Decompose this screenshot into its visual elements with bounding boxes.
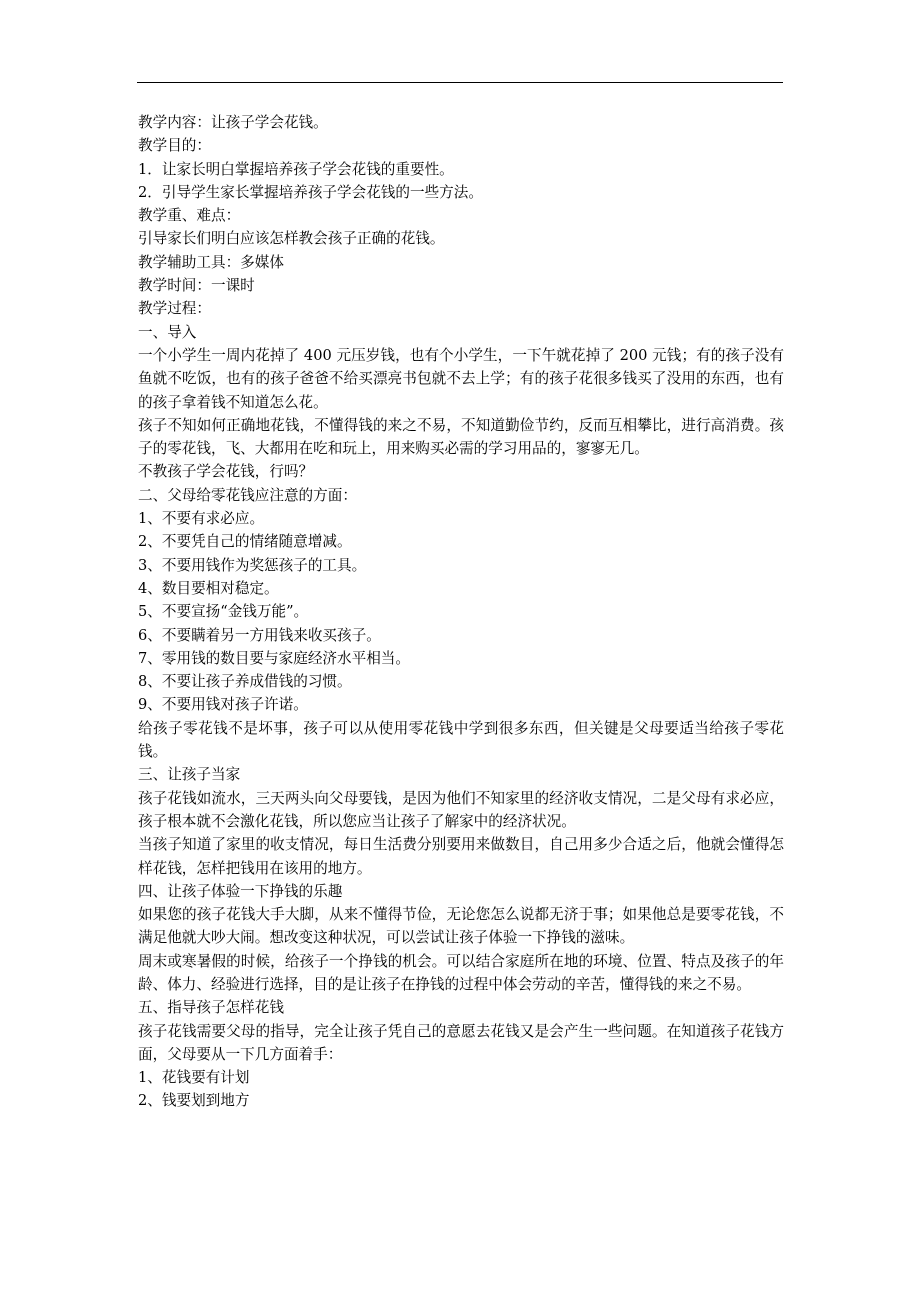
section-3-paragraph-1: 孩子花钱如流水，三天两头向父母要钱，是因为他们不知家里的经济收支情况，二是父母有求必应，孩子根本就不会激化花钱，所以您应当让孩子了解家中的经济状况。	[138, 789, 784, 830]
rule-item-9: 9、不要用钱对孩子许诺。	[138, 696, 308, 714]
rule-item-8: 8、不要让孩子养成借钱的习惯。	[138, 673, 352, 691]
key-points-text: 引导家长们明白应该怎样教会孩子正确的花钱。	[138, 230, 445, 248]
section-2-summary: 给孩子零花钱不是坏事，孩子可以从使用零花钱中学到很多东西，但关键是父母要适当给孩子零花钱。	[138, 719, 784, 761]
section-5-item-2: 2、钱要划到地方	[138, 1092, 250, 1110]
section-5-heading: 五、指导孩子怎样花钱	[138, 999, 284, 1017]
section-4-paragraph-2: 周末或寒暑假的时候，给孩子一个挣钱的机会。可以结合家庭所在地的环境、位置、特点及孩子的年龄、体力、经验进行选择，目的是让孩子在挣钱的过程中体会劳动的辛苦，懂得钱的来之不易。	[138, 952, 784, 993]
section-4-paragraph-1: 如果您的孩子花钱大手大脚，从来不懂得节俭，无论您怎么说都无济于事；如果他总是要零花钱，不满足他就大吵大闹。想改变这种状况，可以尝试让孩子体验一下挣钱的滋味。	[138, 906, 784, 947]
teaching-purpose-heading: 教学目的：	[138, 137, 211, 155]
section-1-question: 不教孩子学会花钱，行吗？	[138, 463, 314, 481]
teaching-time-line: 教学时间：一课时	[138, 277, 255, 295]
section-1-paragraph-1: 一个小学生一周内花掉了 400 元压岁钱，也有个小学生，一下午就花掉了 200 元钱；有的孩子没有鱼就不吃饭，也有的孩子爸爸不给买漂亮书包就不去上学；有的孩子花很多钱买了没用的东西，也有的孩子拿着钱不知道怎么花。	[138, 346, 784, 411]
section-3-heading: 三、让孩子当家	[138, 766, 241, 784]
document-body	[138, 111, 784, 1113]
purpose-item-2: 2．引导学生家长掌握培养孩子学会花钱的一些方法。	[138, 183, 483, 201]
section-4-heading: 四、让孩子体验一下挣钱的乐趣	[138, 882, 343, 900]
section-5-item-1: 1、花钱要有计划	[138, 1069, 250, 1087]
section-1-heading: 一、导入	[138, 323, 197, 341]
section-2-heading: 二、父母给零花钱应注意的方面：	[138, 486, 357, 504]
purpose-item-1: 1．让家长明白掌握培养孩子学会花钱的重要性。	[138, 160, 454, 178]
rule-item-4: 4、数目要相对稳定。	[138, 579, 279, 597]
rule-item-3: 3、不要用钱作为奖惩孩子的工具。	[138, 556, 367, 574]
rule-item-2: 2、不要凭自己的情绪随意增减。	[138, 533, 352, 551]
section-5-paragraph-1: 孩子花钱需要父母的指导，完全让孩子凭自己的意愿去花钱又是会产生一些问题。在知道孩子花钱方面，父母要从一下几方面着手：	[138, 1022, 784, 1063]
teaching-process-heading: 教学过程：	[138, 300, 211, 318]
teaching-content-line: 教学内容：让孩子学会花钱。	[138, 114, 328, 131]
section-3-paragraph-2: 当孩子知道了家里的收支情况，每日生活费分别要用来做数目，自己用多少合适之后，他就会懂得怎样花钱，怎样把钱用在该用的地方。	[138, 836, 784, 877]
key-points-heading: 教学重、难点：	[138, 207, 241, 225]
teaching-tools-line: 教学辅助工具：多媒体	[138, 253, 284, 271]
rule-item-1: 1、不要有求必应。	[138, 510, 265, 528]
rule-item-7: 7、零用钱的数目要与家庭经济水平相当。	[138, 649, 410, 667]
section-1-paragraph-2: 孩子不知如何正确地花钱，不懂得钱的来之不易，不知道勤俭节约，反而互相攀比，进行高消费。孩子的零花钱，飞、大都用在吃和玩上，用来购买必需的学习用品的，寥寥无几。	[138, 416, 784, 458]
rule-item-5: 5、不要宣扬“金钱万能”。	[138, 603, 309, 621]
header-rule	[137, 82, 783, 83]
rule-item-6: 6、不要瞒着另一方用钱来收买孩子。	[138, 626, 381, 644]
